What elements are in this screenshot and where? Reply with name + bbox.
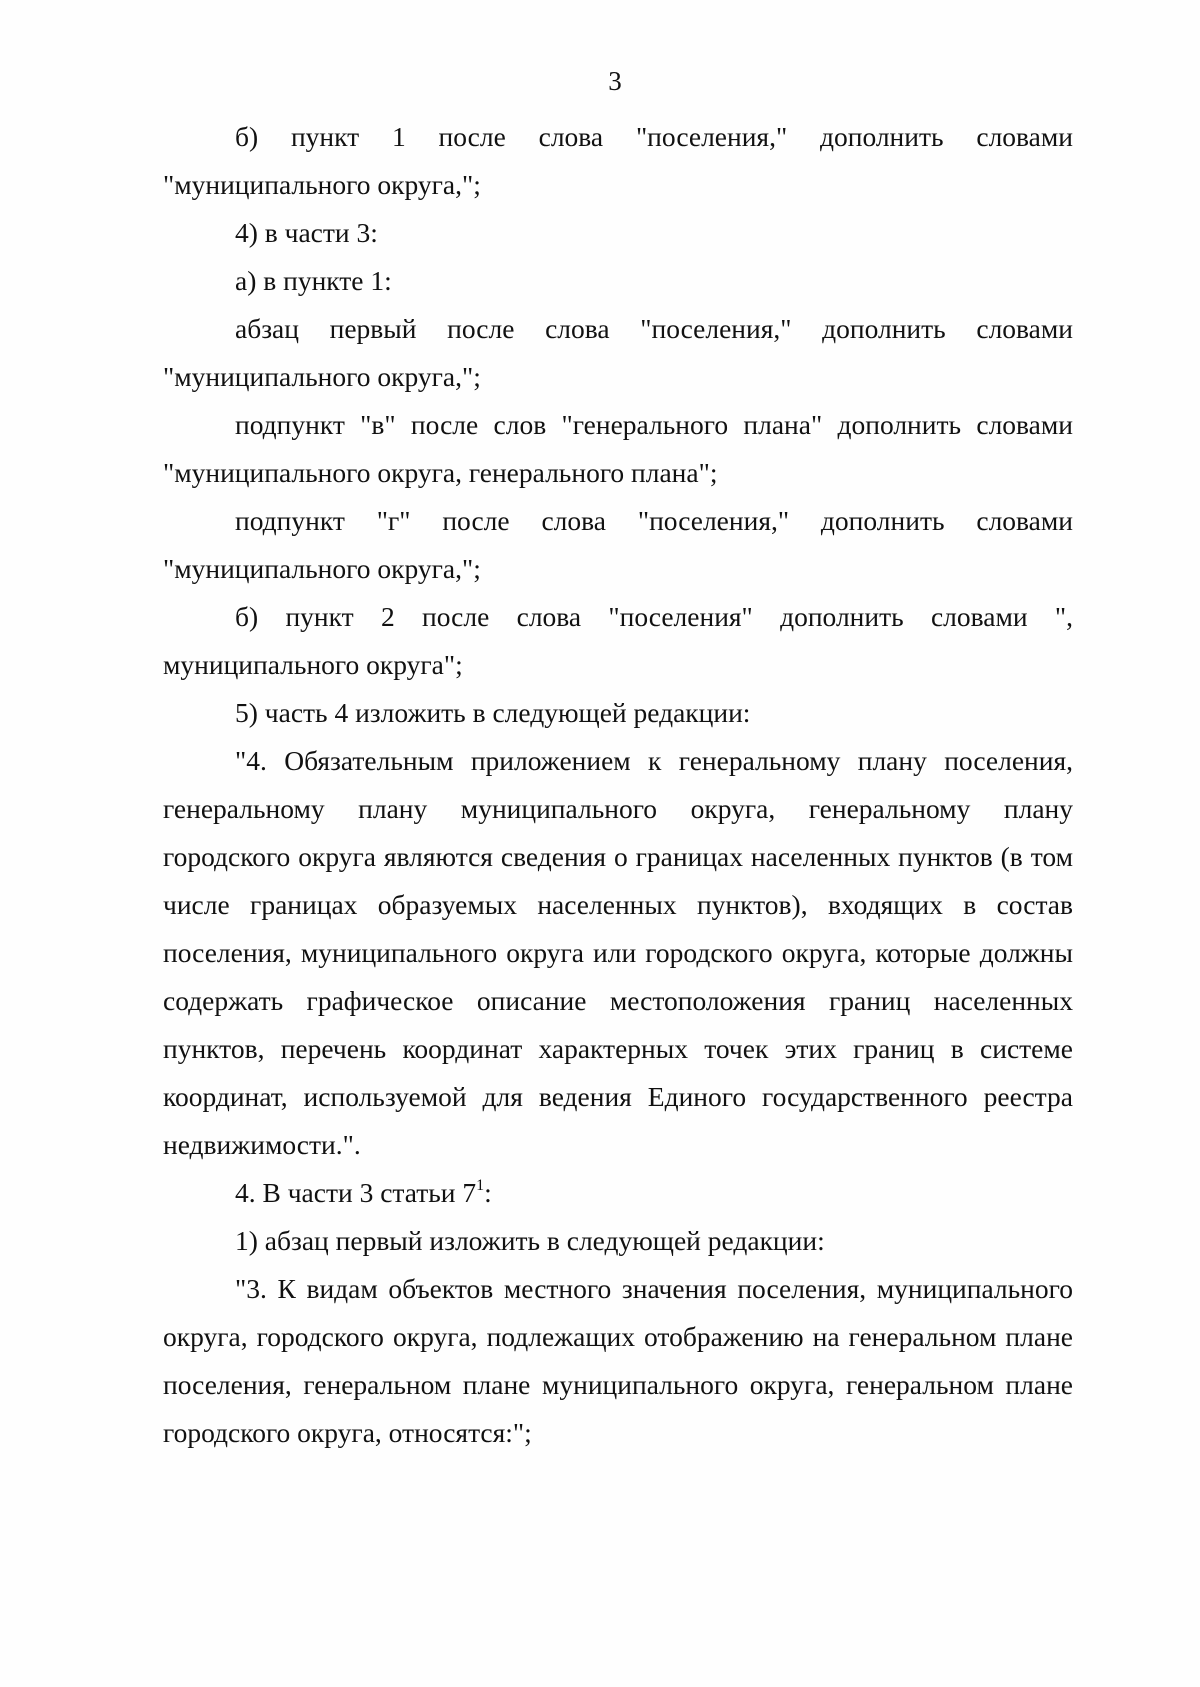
paragraph-b-punkt-1: б) пункт 1 после слова "поселения," дополнить словами "муниципального округа,"; (163, 121, 1073, 200)
paragraph-article-7 (163, 1169, 1073, 1217)
paragraph-part-4: 5) часть 4 изложить в следующей редакции: (235, 697, 751, 728)
paragraph-part-3: 4) в части 3: (235, 217, 378, 248)
paragraph-quote-4: "4. Обязательным приложением к генеральному плану поселения, генеральному плану муниципального округа, генеральному плану городского округа являются сведения о границах населенных пунктов (в том числе границах образуемых населенных пунктов), входящих в состав поселения, муниципального округа или городского округа, которые должны содержать графическое описание местоположения границ населенных пунктов, перечень координат характерных точек этих границ в системе координат, используемой для ведения Единого государственного реестра недвижимости.". (163, 745, 1073, 1160)
document-body (163, 113, 1073, 1457)
paragraph-quote-3: "3. К видам объектов местного значения поселения, муниципального округа, городского округа, подлежащих отображению на генеральном плане поселения, генеральном плане муниципального округа, генеральном плане городского округа, относятся:"; (163, 1273, 1073, 1448)
page-number: 3 (608, 66, 622, 96)
paragraph-b-punkt-2: б) пункт 2 после слова "поселения" дополнить словами ", муниципального округа"; (163, 601, 1073, 680)
paragraph-abzac-edit: 1) абзац первый изложить в следующей редакции: (235, 1225, 825, 1256)
article-superscript: 1 (476, 1177, 485, 1194)
paragraph-subpunkt-g: подпункт "г" после слова "поселения," дополнить словами "муниципального округа,"; (163, 505, 1073, 584)
paragraph-a-punkt-1: а) в пункте 1: (235, 265, 392, 296)
article-7-text: 4. В части 3 статьи 7 (235, 1177, 477, 1208)
paragraph-abzac-first: абзац первый после слова "поселения," дополнить словами "муниципального округа,"; (163, 313, 1073, 392)
paragraph-subpunkt-v: подпункт "в" после слов "генерального плана" дополнить словами "муниципального округа, генерального плана"; (163, 409, 1073, 488)
article-suffix: : (484, 1177, 492, 1208)
